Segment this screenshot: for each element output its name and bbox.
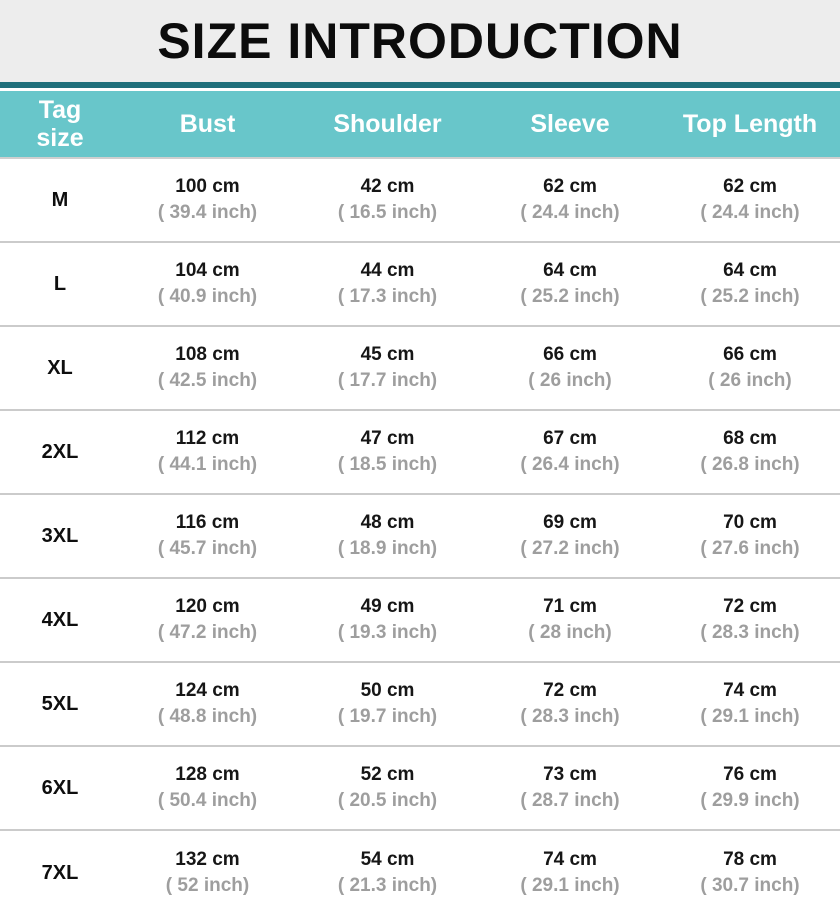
sleeve-inch-value: ( 28.7 inch) (520, 790, 620, 811)
size-label: L (53, 272, 67, 295)
size-cell (0, 777, 120, 800)
sleeve-cell (480, 847, 660, 899)
shoulder-inch-value: ( 18.5 inch) (337, 454, 438, 475)
size-cell (0, 609, 120, 632)
size-label: 4XL (41, 608, 79, 631)
top-length-inch-value: ( 24.4 inch) (700, 202, 800, 223)
sleeve-inch-value: ( 28 inch) (528, 622, 612, 643)
column-header-tag-size: Tag size (36, 96, 84, 152)
bust-cell (120, 594, 295, 646)
sleeve-cell (480, 594, 660, 646)
top-length-cm-value: 70 cm (723, 512, 777, 533)
shoulder-cell (295, 762, 480, 814)
top-length-inch-value: ( 29.9 inch) (700, 790, 800, 811)
bust-inch-value: ( 47.2 inch) (157, 622, 258, 643)
sleeve-cell (480, 342, 660, 394)
top-length-cm-value: 68 cm (723, 428, 777, 449)
top-length-inch-value: ( 25.2 inch) (700, 286, 800, 307)
bust-cm-value: 104 cm (175, 260, 240, 281)
shoulder-cell (295, 510, 480, 562)
top-length-inch-value: ( 30.7 inch) (700, 875, 800, 896)
table-row (0, 327, 840, 411)
sleeve-cell (480, 762, 660, 814)
bust-cell (120, 762, 295, 814)
shoulder-cm-value: 52 cm (360, 764, 415, 785)
bust-inch-value: ( 45.7 inch) (157, 538, 258, 559)
table-row (0, 747, 840, 831)
sleeve-cm-value: 62 cm (543, 176, 597, 197)
sleeve-cm-value: 73 cm (543, 764, 597, 785)
shoulder-cm-value: 50 cm (360, 680, 415, 701)
bust-cm-value: 132 cm (175, 849, 240, 870)
shoulder-inch-value: ( 19.7 inch) (337, 706, 438, 727)
size-cell (0, 189, 120, 212)
size-label: 7XL (41, 861, 79, 884)
size-cell (0, 273, 120, 296)
sleeve-inch-value: ( 28.3 inch) (520, 706, 620, 727)
size-cell (0, 693, 120, 716)
sleeve-inch-value: ( 26 inch) (528, 370, 612, 391)
table-row (0, 831, 840, 915)
top-length-cell (660, 426, 840, 478)
shoulder-cm-value: 44 cm (360, 260, 415, 281)
shoulder-inch-value: ( 21.3 inch) (337, 875, 438, 896)
shoulder-cell (295, 847, 480, 899)
sleeve-cm-value: 72 cm (543, 680, 597, 701)
shoulder-cell (295, 174, 480, 226)
size-cell (0, 357, 120, 380)
column-header-top-length: Top Length (682, 110, 818, 138)
top-length-inch-value: ( 28.3 inch) (700, 622, 800, 643)
shoulder-cm-value: 48 cm (360, 512, 415, 533)
sleeve-inch-value: ( 27.2 inch) (520, 538, 620, 559)
top-length-cell (660, 762, 840, 814)
shoulder-cell (295, 594, 480, 646)
top-length-cm-value: 74 cm (723, 680, 777, 701)
bust-cm-value: 112 cm (175, 428, 240, 449)
top-length-cm-value: 76 cm (723, 764, 777, 785)
size-label: 3XL (41, 524, 79, 547)
sleeve-cell (480, 426, 660, 478)
shoulder-cm-value: 47 cm (360, 428, 415, 449)
table-row (0, 579, 840, 663)
size-label: 6XL (41, 776, 79, 799)
table-row (0, 159, 840, 243)
shoulder-cell (295, 678, 480, 730)
shoulder-cm-value: 49 cm (360, 596, 415, 617)
bust-inch-value: ( 44.1 inch) (157, 454, 258, 475)
table-row (0, 411, 840, 495)
sleeve-cell (480, 258, 660, 310)
size-cell (0, 525, 120, 548)
sleeve-cm-value: 67 cm (543, 428, 597, 449)
bust-cell (120, 426, 295, 478)
top-length-cell (660, 510, 840, 562)
bust-cell (120, 678, 295, 730)
shoulder-inch-value: ( 19.3 inch) (337, 622, 438, 643)
sleeve-inch-value: ( 24.4 inch) (520, 202, 620, 223)
column-header-sleeve: Sleeve (530, 110, 610, 138)
shoulder-inch-value: ( 20.5 inch) (337, 790, 438, 811)
bust-cell (120, 847, 295, 899)
top-length-cm-value: 78 cm (723, 849, 777, 870)
shoulder-cm-value: 42 cm (360, 176, 415, 197)
bust-cell (120, 258, 295, 310)
top-length-cm-value: 66 cm (723, 344, 777, 365)
bust-cm-value: 100 cm (175, 176, 240, 197)
top-length-inch-value: ( 26 inch) (708, 370, 792, 391)
top-length-cm-value: 72 cm (723, 596, 777, 617)
size-cell (0, 441, 120, 464)
sleeve-cm-value: 74 cm (543, 849, 597, 870)
bust-inch-value: ( 52 inch) (165, 875, 250, 896)
top-length-cell (660, 258, 840, 310)
sleeve-cm-value: 69 cm (543, 512, 597, 533)
column-header-shoulder: Shoulder (333, 110, 442, 138)
size-label: XL (47, 356, 73, 379)
table-row (0, 663, 840, 747)
shoulder-cm-value: 45 cm (360, 344, 415, 365)
bust-cm-value: 116 cm (175, 512, 240, 533)
bust-cm-value: 124 cm (175, 680, 240, 701)
top-length-cell (660, 174, 840, 226)
size-label: M (51, 188, 69, 211)
sleeve-cm-value: 71 cm (543, 596, 597, 617)
top-length-inch-value: ( 26.8 inch) (700, 454, 800, 475)
shoulder-inch-value: ( 17.7 inch) (337, 370, 438, 391)
bust-inch-value: ( 48.8 inch) (157, 706, 258, 727)
sleeve-cm-value: 64 cm (543, 260, 597, 281)
top-length-cell (660, 594, 840, 646)
table-header-row (0, 91, 840, 159)
sleeve-cm-value: 66 cm (543, 344, 597, 365)
bust-cm-value: 128 cm (175, 764, 240, 785)
title-bar (0, 0, 840, 82)
bust-cm-value: 120 cm (175, 596, 240, 617)
sleeve-cell (480, 510, 660, 562)
top-length-cell (660, 342, 840, 394)
sleeve-inch-value: ( 26.4 inch) (520, 454, 620, 475)
shoulder-cell (295, 258, 480, 310)
bust-inch-value: ( 50.4 inch) (157, 790, 258, 811)
top-length-cell (660, 678, 840, 730)
shoulder-cell (295, 342, 480, 394)
size-cell (0, 862, 120, 885)
bust-inch-value: ( 40.9 inch) (157, 286, 258, 307)
top-length-cm-value: 62 cm (723, 176, 777, 197)
page-title: SIZE INTRODUCTION (157, 13, 683, 69)
size-label: 5XL (41, 692, 79, 715)
bust-inch-value: ( 39.4 inch) (157, 202, 258, 223)
sleeve-inch-value: ( 25.2 inch) (520, 286, 620, 307)
sleeve-cell (480, 174, 660, 226)
top-length-cell (660, 847, 840, 899)
bust-cell (120, 510, 295, 562)
shoulder-cm-value: 54 cm (360, 849, 415, 870)
table-row (0, 495, 840, 579)
shoulder-inch-value: ( 18.9 inch) (337, 538, 438, 559)
shoulder-cell (295, 426, 480, 478)
top-length-cm-value: 64 cm (723, 260, 777, 281)
column-header-bust: Bust (179, 110, 236, 138)
size-label: 2XL (41, 440, 79, 463)
sleeve-inch-value: ( 29.1 inch) (520, 875, 620, 896)
top-length-inch-value: ( 29.1 inch) (700, 706, 800, 727)
sleeve-cell (480, 678, 660, 730)
table-body (0, 159, 840, 915)
shoulder-inch-value: ( 16.5 inch) (337, 202, 438, 223)
bust-cell (120, 174, 295, 226)
shoulder-inch-value: ( 17.3 inch) (337, 286, 438, 307)
bust-cm-value: 108 cm (175, 344, 240, 365)
bust-cell (120, 342, 295, 394)
top-length-inch-value: ( 27.6 inch) (700, 538, 800, 559)
table-row (0, 243, 840, 327)
bust-inch-value: ( 42.5 inch) (157, 370, 258, 391)
